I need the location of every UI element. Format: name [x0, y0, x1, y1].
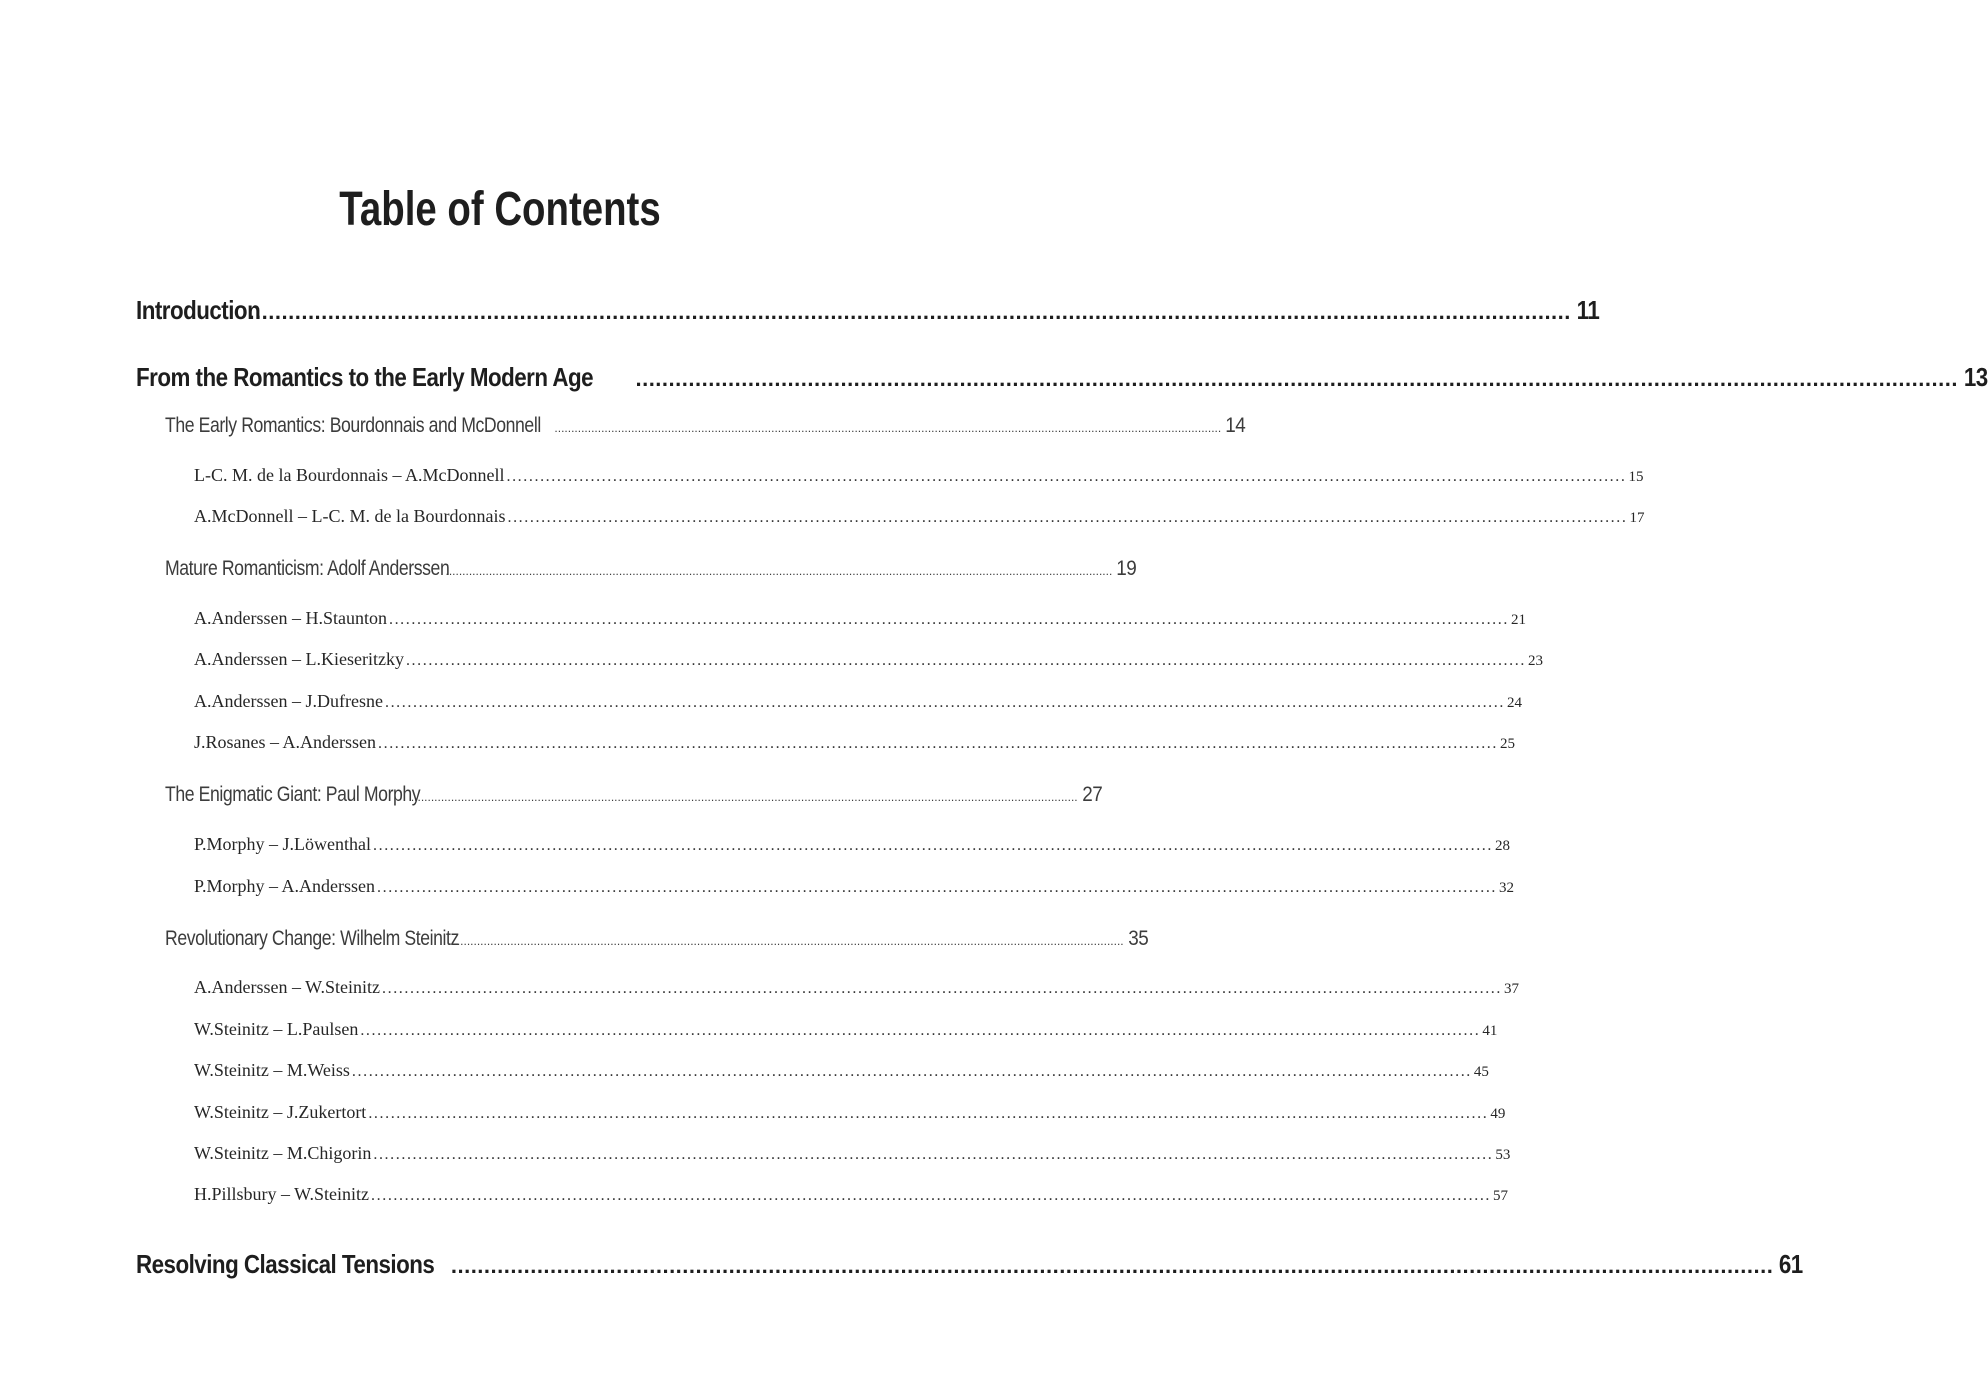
- toc-entry-game[interactable]: [194, 687, 1522, 715]
- toc-entry-page-number: 17: [1629, 510, 1645, 526]
- toc-entry-part-romantics[interactable]: [136, 357, 1988, 397]
- dot-leader: ........................................................................................................................................................................................................: [635, 366, 1958, 391]
- dot-leader: ........................................................................................................................................................................................................: [506, 468, 1627, 485]
- dot-leader: ........................................................................................................................................................................................................: [410, 790, 1078, 804]
- dot-leader: ........................................................................................................................................................................................................: [450, 1253, 1774, 1278]
- toc-entry-page-number: 13: [1963, 362, 1988, 392]
- toc-entry-title: Revolutionary Change: Wilhelm Steinitz: [165, 927, 459, 950]
- toc-entry-page-number: 19: [1116, 557, 1137, 580]
- toc-entry-title: P.Morphy – J.Löwenthal: [194, 834, 371, 854]
- dot-leader: ........................................................................................................................................................................................................: [351, 1063, 1472, 1080]
- toc-entry-game[interactable]: [194, 645, 1543, 673]
- toc-entry-page-number: 57: [1493, 1188, 1509, 1204]
- dot-leader: ........................................................................................................................................................................................................: [378, 735, 1498, 752]
- toc-entry-game[interactable]: [194, 1139, 1511, 1167]
- toc-entry-title: Resolving Classical Tensions: [136, 1249, 435, 1279]
- toc-entry-game[interactable]: [194, 872, 1515, 900]
- toc-entry-game[interactable]: [194, 502, 1645, 530]
- toc-entry-page-number: 15: [1628, 469, 1644, 485]
- toc-entry-title: A.McDonnell – L-C. M. de la Bourdonnais: [194, 506, 506, 526]
- toc-entry-game[interactable]: [194, 830, 1510, 858]
- toc-entry-page-number: 35: [1127, 927, 1148, 950]
- dot-leader: ........................................................................................................................................................................................................: [388, 611, 1509, 628]
- toc-entry-page-number: 27: [1081, 783, 1102, 806]
- dot-leader: ........................................................................................................................................................................................................: [377, 879, 1498, 896]
- toc-entry-chapter-paul-morphy[interactable]: [165, 779, 1102, 811]
- toc-entry-title: J.Rosanes – A.Anderssen: [194, 732, 376, 752]
- toc-entry-title: W.Steinitz – J.Zukertort: [194, 1102, 367, 1122]
- toc-entry-page-number: 24: [1506, 695, 1522, 711]
- dot-leader: ........................................................................................................................................................................................................: [248, 299, 1571, 324]
- dot-leader: ........................................................................................................................................................................................................: [456, 934, 1124, 948]
- toc-entry-chapter-mature-romanticism[interactable]: [165, 553, 1137, 585]
- toc-entry-page-number: 11: [1576, 295, 1600, 325]
- toc-entry-page-number: 32: [1499, 880, 1515, 896]
- dot-leader: ........................................................................................................................................................................................................: [373, 1146, 1494, 1163]
- toc-entry-page-number: 14: [1225, 414, 1246, 437]
- toc-entry-game[interactable]: [194, 1056, 1489, 1084]
- toc-entry-chapter-steinitz[interactable]: [165, 923, 1148, 955]
- dot-leader: ........................................................................................................................................................................................................: [554, 421, 1222, 435]
- dot-leader: ........................................................................................................................................................................................................: [382, 980, 1502, 997]
- toc-entry-title: From the Romantics to the Early Modern Age: [136, 362, 594, 392]
- toc-entry-title: H.Pillsbury – W.Steinitz: [194, 1184, 370, 1204]
- dot-leader: ........................................................................................................................................................................................................: [384, 694, 1505, 711]
- toc-entry-title: W.Steinitz – M.Weiss: [194, 1060, 350, 1080]
- toc-entry-page-number: 41: [1482, 1023, 1498, 1039]
- toc-entry-page-number: 61: [1779, 1249, 1804, 1279]
- toc-entry-game[interactable]: [194, 1180, 1509, 1208]
- toc-entry-game[interactable]: [194, 1098, 1506, 1126]
- toc-entry-game[interactable]: [194, 728, 1515, 756]
- toc-entry-page-number: 49: [1490, 1106, 1506, 1122]
- toc-entry-game[interactable]: [194, 973, 1519, 1001]
- toc-entry-page-number: 21: [1510, 612, 1526, 628]
- toc-entry-title: A.Anderssen – H.Staunton: [194, 608, 387, 628]
- dot-leader: ........................................................................................................................................................................................................: [373, 837, 1493, 854]
- toc-entry-title: P.Morphy – A.Anderssen: [194, 876, 376, 896]
- toc-entry-page-number: 23: [1527, 653, 1543, 669]
- toc-entry-title: Mature Romanticism: Adolf Anderssen: [165, 557, 450, 580]
- toc-entry-part-classical[interactable]: [136, 1244, 1804, 1284]
- toc-entry-page-number: 37: [1504, 981, 1519, 997]
- page-title: Table of Contents: [339, 183, 661, 237]
- toc-entry-title: The Enigmatic Giant: Paul Morphy: [165, 783, 421, 806]
- toc-entry-title: Introduction: [136, 295, 261, 325]
- toc-entry-title: W.Steinitz – L.Paulsen: [194, 1019, 359, 1039]
- dot-leader: ........................................................................................................................................................................................................: [368, 1105, 1489, 1122]
- dot-leader: ........................................................................................................................................................................................................: [405, 652, 1526, 669]
- toc-entry-title: A.Anderssen – L.Kieseritzky: [194, 649, 404, 669]
- toc-entry-page-number: 28: [1495, 838, 1510, 854]
- toc-entry-page-number: 45: [1473, 1064, 1489, 1080]
- toc-entry-title: A.Anderssen – J.Dufresne: [194, 691, 383, 711]
- toc-entry-title: L-C. M. de la Bourdonnais – A.McDonnell: [194, 465, 505, 485]
- toc-entry-title: W.Steinitz – M.Chigorin: [194, 1143, 372, 1163]
- dot-leader: ........................................................................................................................................................................................................: [445, 564, 1113, 578]
- toc-entry-chapter-early-romantics[interactable]: [165, 410, 1246, 442]
- dot-leader: ........................................................................................................................................................................................................: [371, 1187, 1492, 1204]
- dot-leader: ........................................................................................................................................................................................................: [507, 509, 1628, 526]
- toc-entry-title: The Early Romantics: Bourdonnais and McDonnell: [165, 414, 541, 437]
- toc-entry-game[interactable]: [194, 604, 1526, 632]
- toc-entry-page-number: 25: [1500, 736, 1515, 752]
- dot-leader: ........................................................................................................................................................................................................: [360, 1022, 1481, 1039]
- toc-entry-game[interactable]: [194, 461, 1644, 489]
- toc-entry-game[interactable]: [194, 1015, 1498, 1043]
- toc-entry-introduction[interactable]: [136, 290, 1600, 330]
- toc-entry-title: A.Anderssen – W.Steinitz: [194, 977, 380, 997]
- toc-entry-page-number: 53: [1495, 1147, 1511, 1163]
